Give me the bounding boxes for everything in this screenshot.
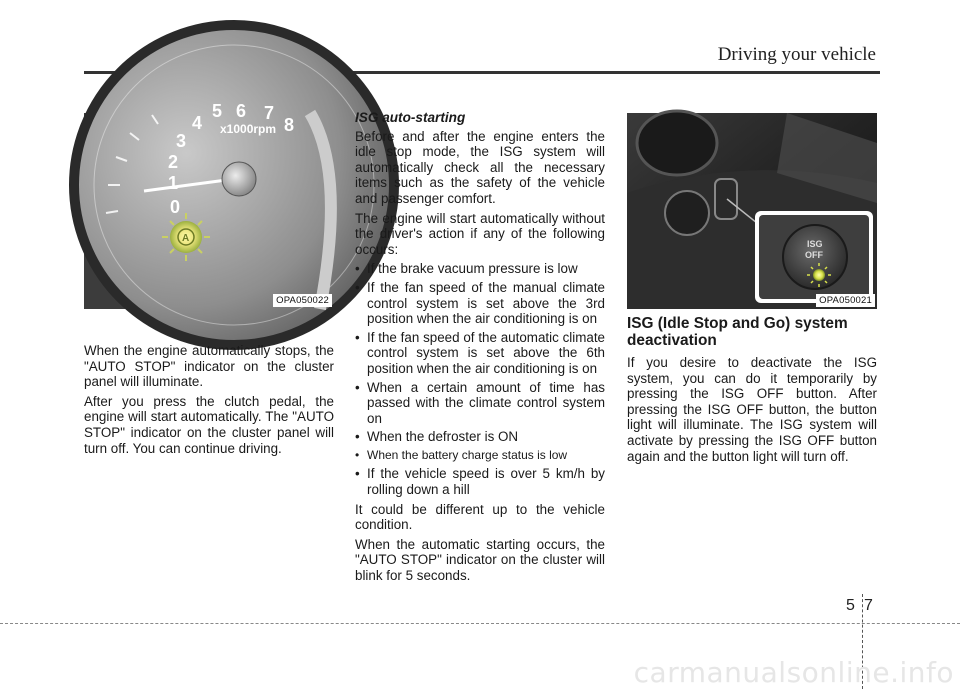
gauge-number: 6 xyxy=(236,101,247,121)
subheading-isg-auto-starting: ISG auto-starting xyxy=(355,110,466,125)
list-item: • If the fan speed of the automatic climate control system is set above the 6th position when the air conditioning is on xyxy=(355,330,605,377)
figure-caption: OPA050022 xyxy=(273,294,332,307)
gauge-number: 1 xyxy=(168,173,179,193)
paragraph: It could be different up to the vehicle condition. xyxy=(355,501,605,533)
gauge-number: 2 xyxy=(168,152,179,172)
watermark: carmanualsonline.info xyxy=(633,656,954,689)
paragraph: After you press the clutch pedal, the engine will start automatically. The "AUTO STOP" indicator on the cluster panel will turn off. You can continue driving. xyxy=(84,393,334,456)
svg-text:A: A xyxy=(182,233,190,244)
section-heading-isg-deactivation: ISG (Idle Stop and Go) system deactivation xyxy=(627,315,848,349)
paragraph: The engine will start automatically without the driver's action if any of the following occurs: xyxy=(355,210,605,257)
paragraph: Before and after the engine enters the idle stop mode, the ISG system will automatically check all the necessary items such as the safety of the vehicle and passenger comfort. xyxy=(355,128,605,206)
list-item: • If the fan speed of the manual climate control system is set above the 3rd position when the air conditioning is on xyxy=(355,280,605,327)
header-title: Driving your vehicle xyxy=(717,44,876,65)
chapter-number: 5 xyxy=(846,597,855,614)
list-item: • When a certain amount of time has passed with the climate control system on xyxy=(355,380,605,427)
needle-hub xyxy=(222,162,256,196)
figure-caption: OPA050021 xyxy=(816,294,875,307)
page-number: 7 xyxy=(864,597,873,614)
list-item: • When the defroster is ON xyxy=(355,429,605,445)
gauge-number: 4 xyxy=(192,113,203,133)
gauge-number: 0 xyxy=(170,197,181,217)
off-label: OFF xyxy=(805,250,823,260)
list-item: • If the vehicle speed is over 5 km/h by rolling down a hill xyxy=(355,466,605,497)
dashboard-illustration xyxy=(627,113,877,309)
rpm-label: x1000rpm xyxy=(220,122,277,136)
gauge-number: 7 xyxy=(264,103,275,123)
isg-label: ISG xyxy=(807,239,823,249)
gauge-number: 8 xyxy=(284,115,295,135)
gauge-number: 3 xyxy=(176,131,187,151)
tachometer-illustration xyxy=(84,101,334,309)
list-item: • If the brake vacuum pressure is low xyxy=(355,261,605,277)
figure-instrument-cluster xyxy=(84,101,334,309)
footer-rule xyxy=(0,623,960,624)
gauge-number: 5 xyxy=(212,101,223,121)
column-left xyxy=(84,343,334,460)
paragraph: If you desire to deactivate the ISG system, you can do it temporarily by pressing the ISG OFF button. After pressing the ISG OFF button, the button light will illuminate. The ISG system will activate by pressing the ISG OFF button again and the button light will turn off. xyxy=(627,355,877,464)
column-right xyxy=(627,315,877,468)
paragraph: When the automatic starting occurs, the "AUTO STOP" indicator on the cluster will blink for 5 seconds. xyxy=(355,536,605,584)
paragraph: When the engine automatically stops, the "AUTO STOP" indicator on the cluster panel will illuminate. xyxy=(84,343,334,390)
figure-isg-off-button xyxy=(627,113,877,309)
column-middle xyxy=(355,110,605,588)
condition-list xyxy=(355,261,605,497)
list-item: • When the battery charge status is low xyxy=(355,448,605,464)
